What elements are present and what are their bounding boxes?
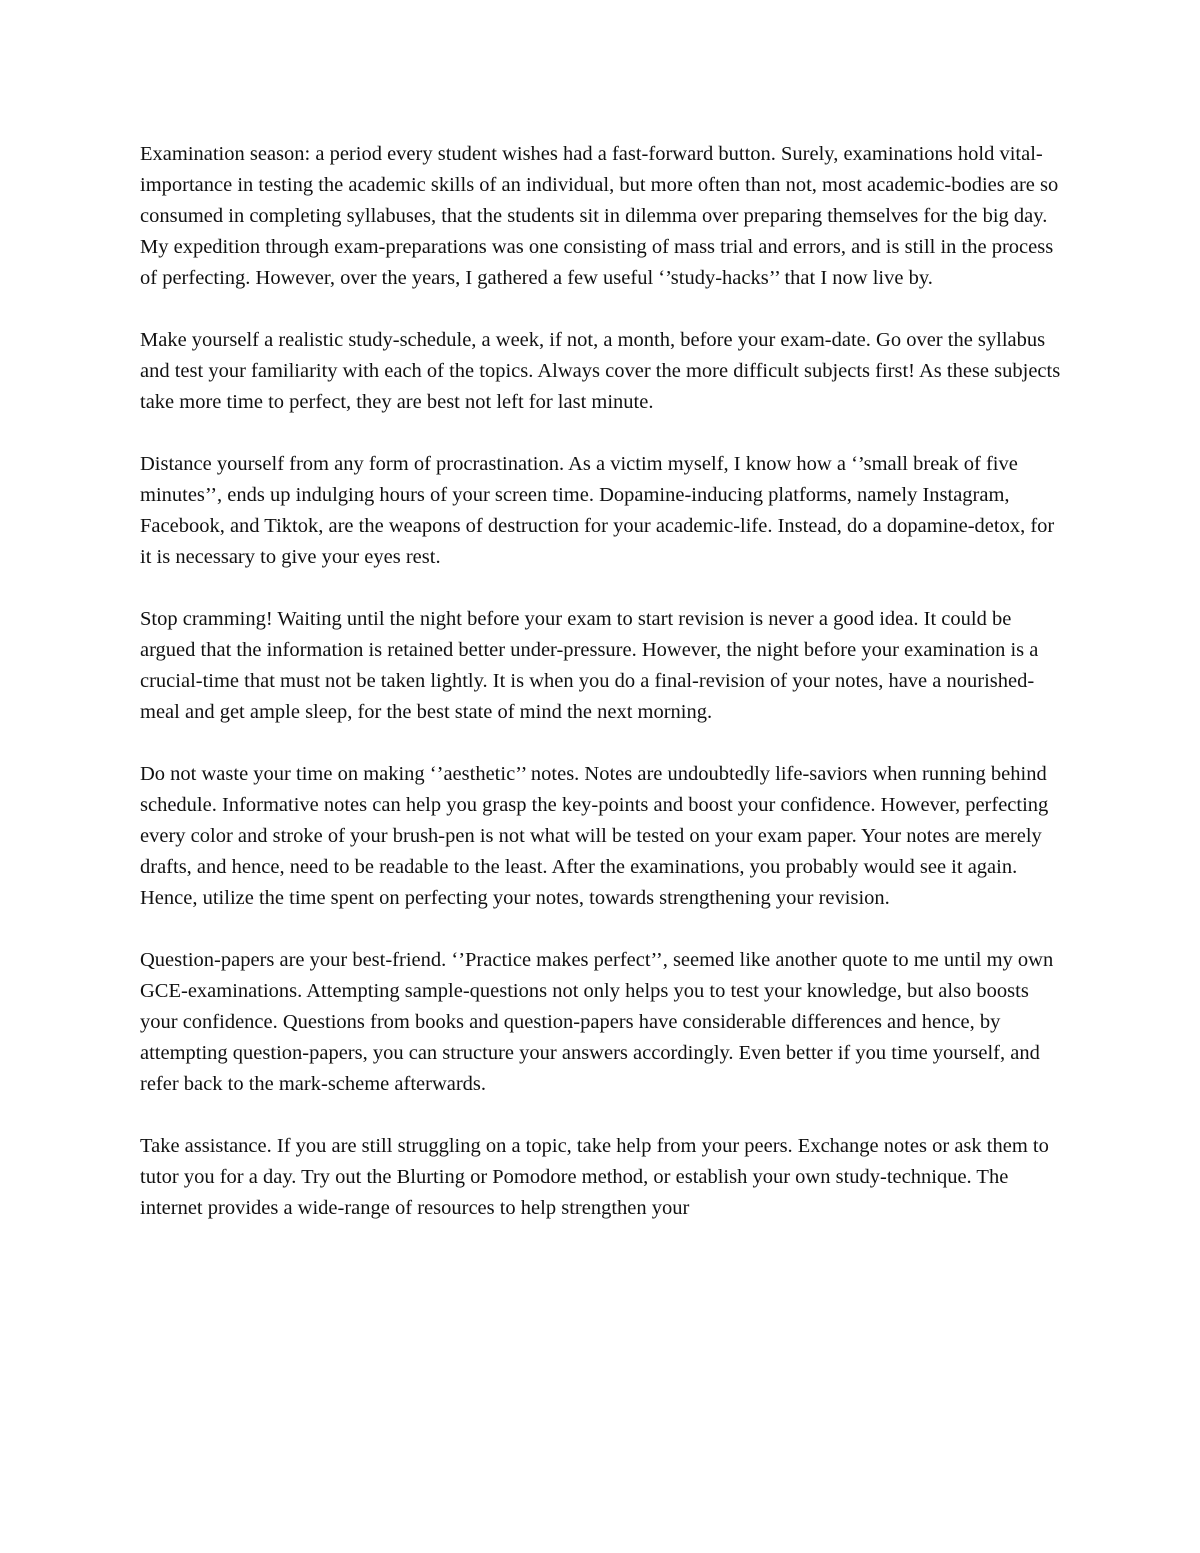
paragraph-procrastination: Distance yourself from any form of procrastination. As a victim myself, I know how a ‘’small break of five minutes’’, ends up indulging hours of your screen time. Dopamine-inducing platforms, namely Instagram, Facebook, and Tiktok, are the weapons of destruction for your academic-life. Instead, do a dopamine-detox, for it is necessary to give your eyes rest.	[140, 453, 1055, 568]
paragraph-question-papers: Question-papers are your best-friend. ‘’Practice makes perfect’’, seemed like another quote to me until my own GCE-examinations. Attempting sample-questions not only helps you to test your knowledge, but also boosts your confidence. Questions from books and question-papers have considerable differences and hence, by attempting question-papers, you can structure your answers accordingly. Even better if you time yourself, and refer back to the mark-scheme afterwards.	[140, 949, 1054, 1095]
paragraph-intro: Examination season: a period every student wishes had a fast-forward button. Surely, examinations hold vital-importance in testing the academic skills of an individual, but more often than not, most academic-bodies are so consumed in completing syllabuses, that the students sit in dilemma over preparing themselves for the big day. My expedition through exam-preparations was one consisting of mass trial and errors, and is still in the process of perfecting. However, over the years, I gathered a few useful ‘’study-hacks’’ that I now live by.	[140, 143, 1059, 289]
paragraph-study-schedule: Make yourself a realistic study-schedule, a week, if not, a month, before your exam-date. Go over the syllabus and test your familiarity with each of the topics. Always cover the more difficult subjects first! As these subjects take more time to perfect, they are best not left for last minute.	[140, 329, 1061, 413]
paragraph-assistance: Take assistance. If you are still struggling on a topic, take help from your peers. Exchange notes or ask them to tutor you for a day. Try out the Blurting or Pomodore method, or establish your own study-technique. The internet provides a wide-range of resources to help strengthen your	[140, 1135, 1049, 1219]
paragraph-notes: Do not waste your time on making ‘’aesthetic’’ notes. Notes are undoubtedly life-saviors when running behind schedule. Informative notes can help you grasp the key-points and boost your confidence. However, perfecting every color and stroke of your brush-pen is not what will be tested on your exam paper. Your notes are merely drafts, and hence, need to be readable to the least. After the examinations, you probably would see it again. Hence, utilize the time spent on perfecting your notes, towards strengthening your revision.	[140, 763, 1049, 909]
paragraph-cramming: Stop cramming! Waiting until the night before your exam to start revision is never a good idea. It could be argued that the information is retained better under-pressure. However, the night before your examination is a crucial-time that must not be taken lightly. It is when you do a final-revision of your notes, have a nourished-meal and get ample sleep, for the best state of mind the next morning.	[140, 608, 1039, 723]
document-body	[140, 139, 1065, 1224]
